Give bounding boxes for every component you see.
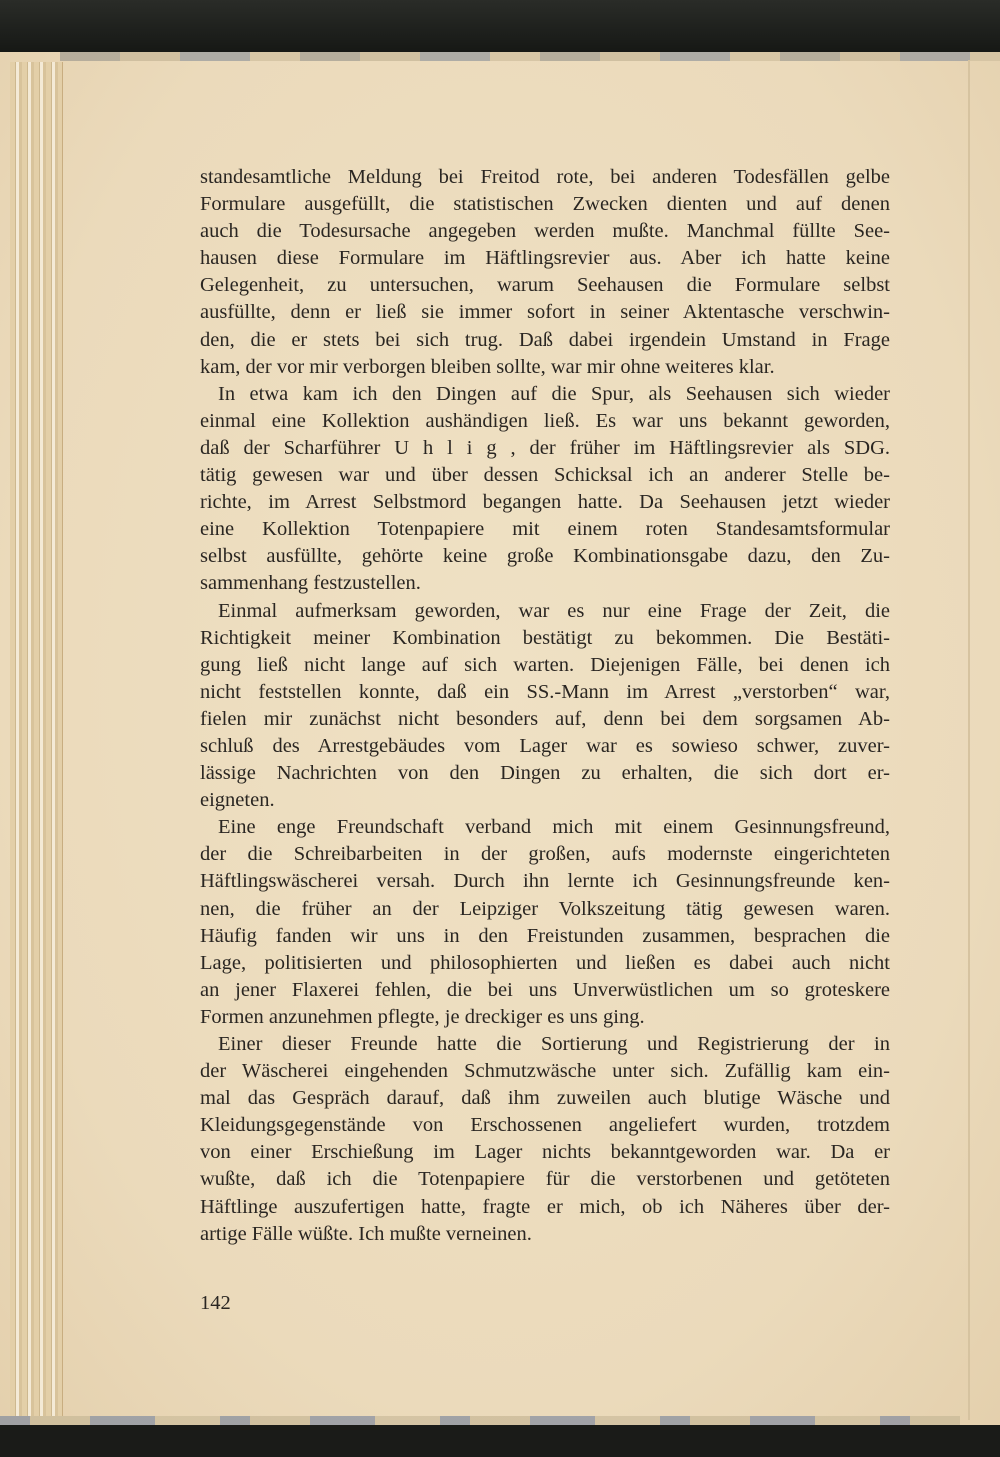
paragraph: [200, 164, 890, 381]
scanner-background-bottom: [0, 1425, 1000, 1457]
text-line: gung ließ nicht lange auf sich warten. Diejenigen Fälle, bei denen ich: [200, 653, 890, 676]
text-line: Einmal aufmerksam geworden, war es nur eine Frage der Zeit, die: [218, 599, 890, 622]
page-stack-edge: [10, 62, 63, 1416]
text-line: Einer dieser Freunde hatte die Sortierung und Registrierung der in: [218, 1033, 890, 1055]
text-line: einmal eine Kollektion aushändigen ließ. Es war uns bekannt geworden,: [200, 409, 890, 432]
scanner-background-top: [0, 0, 1000, 52]
text-line: Kleidungsgegenstände von Erschossenen angeliefert wurden, trotzdem: [200, 1114, 890, 1137]
text-line: eigneten.: [200, 789, 275, 812]
text-line: tätig gewesen war und über dessen Schicksal ich an anderer Stelle be-: [200, 464, 890, 487]
body-text: [200, 164, 890, 1248]
text-line: Häftlinge auszufertigen hatte, fragte er mich, ob ich Näheres über der-: [200, 1195, 890, 1218]
text-line: Formen anzunehmen pflegte, je dreckiger es uns ging.: [200, 1005, 645, 1028]
text-line: artige Fälle wüßte. Ich mußte verneinen.: [200, 1222, 532, 1245]
paragraph: [200, 1031, 890, 1248]
text-line: lässige Nachrichten von den Dingen zu erhalten, die sich dort er-: [200, 762, 890, 785]
text-line: wußte, daß ich die Totenpapiere für die verstorbenen und getöteten: [200, 1168, 890, 1191]
text-line: In etwa kam ich den Dingen auf die Spur, als Seehausen sich wieder: [218, 382, 890, 405]
text-line: an jener Flaxerei fehlen, die bei uns Unverwüstlichen um so groteskere: [200, 978, 890, 1001]
text-line: der Wäscherei eingehenden Schmutzwäsche unter sich. Zufällig kam ein-: [200, 1060, 890, 1083]
text-line: nen, die früher an der Leipziger Volkszeitung tätig gewesen waren.: [200, 897, 890, 920]
text-line: standesamtliche Meldung bei Freitod rote, bei anderen Todesfällen gelbe: [200, 166, 890, 188]
text-line: nicht feststellen konnte, daß ein SS.-Mann im Arrest „verstorben“ war,: [200, 680, 890, 703]
text-line: Gelegenheit, zu untersuchen, warum Seehausen die Formulare selbst: [200, 274, 890, 297]
text-line: selbst ausfüllte, gehörte keine große Kombinationsgabe dazu, den Zu-: [200, 545, 890, 568]
text-line: mal das Gespräch darauf, daß ihm zuweilen auch blutige Wäsche und: [200, 1087, 890, 1110]
text-line: sammenhang festzustellen.: [200, 572, 421, 595]
text-line: der die Schreibarbeiten in der großen, aufs modernste eingerichteten: [200, 843, 890, 866]
text-line: ausfüllte, denn er ließ sie immer sofort in seiner Aktentasche verschwin-: [200, 301, 890, 324]
text-line: auch die Todesursache angegeben werden mußte. Manchmal füllte See-: [200, 220, 890, 243]
paragraph: [200, 381, 890, 598]
text-line: Formulare ausgefüllt, die statistischen Zwecken dienten und auf denen: [200, 193, 890, 216]
text-line: Richtigkeit meiner Kombination bestätigt zu bekommen. Die Bestäti-: [200, 626, 890, 649]
text-line: von einer Erschießung im Lager nichts bekanntgeworden war. Da er: [200, 1141, 890, 1164]
text-line: fielen mir zunächst nicht besonders auf, denn bei dem sorgsamen Ab-: [200, 707, 890, 730]
text-line: Häufig fanden wir uns in den Freistunden zusammen, besprachen die: [200, 924, 890, 947]
text-line: kam, der vor mir verborgen bleiben sollte, war mir ohne weiteres klar.: [200, 355, 775, 378]
paragraph: [200, 814, 890, 1031]
text-line: Lage, politisierten und philosophierten und ließen es dabei auch nicht: [200, 951, 890, 974]
page-fold-line: [968, 60, 970, 1420]
text-line: hausen diese Formulare im Häftlingsrevier aus. Aber ich hatte keine: [200, 247, 890, 270]
text-line: Häftlingswäscherei versah. Durch ihn lernte ich Gesinnungsfreunde ken-: [200, 870, 890, 893]
page-number: 142: [200, 1292, 231, 1314]
text-line: Eine enge Freundschaft verband mich mit einem Gesinnungsfreund,: [218, 816, 890, 839]
text-line: daß der Scharführer U h l i g , der früher im Häftlingsrevier als SDG.: [200, 436, 890, 459]
text-line: eine Kollektion Totenpapiere mit einem roten Standesamtsformular: [200, 518, 890, 541]
text-line: schluß des Arrestgebäudes vom Lager war es sowieso schwer, zuver-: [200, 734, 890, 757]
paragraph: [200, 598, 890, 815]
text-line: richte, im Arrest Selbstmord begangen hatte. Da Seehausen jetzt wieder: [200, 491, 890, 514]
text-line: den, die er stets bei sich trug. Daß dabei irgendein Umstand in Frage: [200, 328, 890, 351]
page-edge-top: [60, 52, 1000, 61]
